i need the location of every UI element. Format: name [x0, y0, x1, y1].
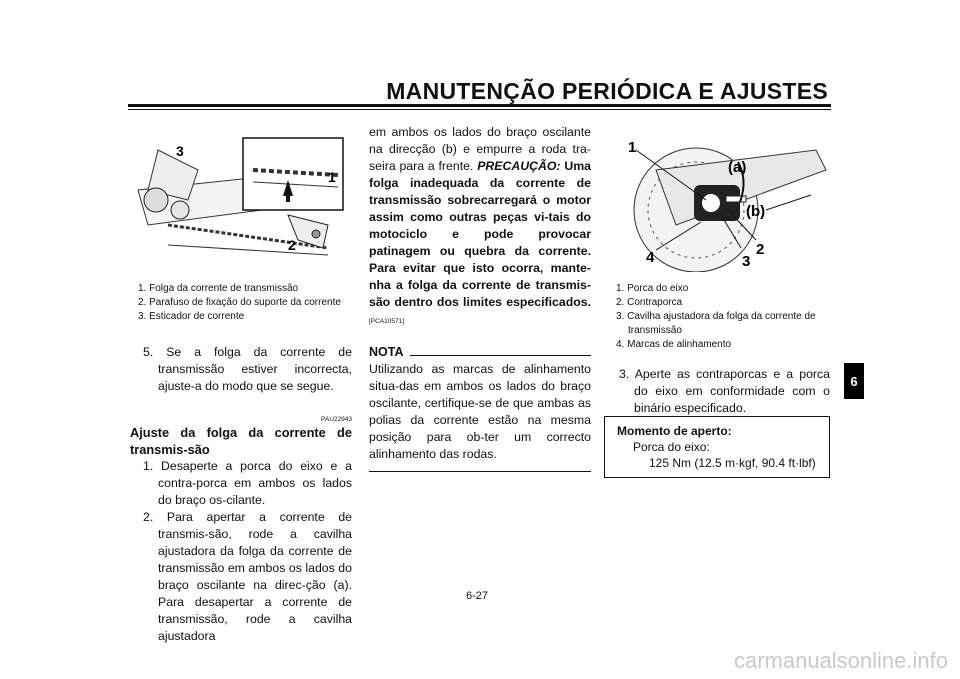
figure-left-captions	[138, 282, 353, 324]
nota-rule	[410, 355, 592, 356]
column-3	[606, 366, 830, 417]
page-number: 6-27	[466, 590, 489, 602]
caution-paragraph	[369, 124, 591, 330]
page-title: MANUTENÇÃO PERIÓDICA E AJUSTES	[386, 78, 828, 104]
callout-3: 3	[176, 143, 184, 159]
torque-title: Momento de aperto:	[617, 424, 732, 438]
step-2: 2. Para apertar a corrente de transmis-são, rode a cavilha ajustadora da folga da corrente de transmissão em ambos os lados do braço oscilante na direc-ção (a). Para desapertar a corrente de transmissão, rode a cavilha ajustadora	[143, 510, 352, 643]
callout-3: 3	[742, 253, 751, 270]
caption-item: 2. Contraporca	[616, 297, 683, 308]
callout-1: 1	[328, 169, 336, 185]
callout-1: 1	[628, 139, 637, 156]
callout-b: (b)	[746, 203, 766, 220]
caption-item: 1. Folga da corrente de transmissão	[138, 283, 299, 294]
title-rule-thin	[128, 109, 831, 110]
column-1	[130, 344, 352, 645]
callout-4: 4	[646, 249, 655, 266]
column-2	[369, 124, 591, 472]
chapter-tab: 6	[844, 363, 864, 399]
axle-adjuster-illustration	[616, 130, 838, 272]
caption-item: 4. Marcas de alinhamento	[616, 339, 732, 350]
chain-slack-illustration	[128, 130, 350, 272]
caption-item: 3. Cavilha ajustadora da folga da corrente de transmissão	[616, 311, 816, 336]
step-3: 3. Aperte as contraporcas e a porca do eixo em conformidade com o binário especificado.	[619, 367, 830, 415]
caution-text: Uma folga inadequada da corrente de transmissão sobrecarregará o motor assim como outras peças vi-tais do motociclo e pode provocar patinagem ou quebra da corrente. Para evitar que isto ocorra, mante-nha a folga da corrente de transmis-são dentro dos limites especificados.	[369, 159, 592, 309]
caption-item: 3. Esticador de corrente	[138, 311, 245, 322]
caution-code: [PCA10571]	[369, 318, 405, 325]
reference-code: PAU22943	[321, 416, 352, 423]
caption-item: 2. Parafuso de fixação do suporte da corrente	[138, 297, 341, 308]
callout-2: 2	[288, 237, 296, 253]
callout-2: 2	[756, 241, 765, 258]
torque-box	[604, 416, 830, 478]
watermark: carmanualsonline.info	[733, 648, 948, 673]
figure-right-captions	[616, 282, 831, 352]
step-5: 5. Se a folga da corrente de transmissão estiver incorrecta, ajuste-a do modo que se segue.	[143, 345, 352, 393]
section-title: Ajuste da folga da corrente de transmis-são	[130, 425, 352, 457]
callout-a: (a)	[728, 159, 747, 176]
torque-item: Porca do eixo:	[633, 440, 710, 454]
nota-heading	[369, 344, 591, 361]
caption-item: 1. Porca do eixo	[616, 283, 689, 294]
torque-value: 125 Nm (12.5 m·kgf, 90.4 ft·lbf)	[649, 456, 816, 470]
title-rule	[128, 104, 831, 107]
caution-label: PRECAUÇÃO:	[477, 159, 561, 173]
nota-text: Utilizando as marcas de alinhamento situa-das em ambos os lados do braço oscilante, certifique-se de que ambas as polias da corrente estão na mesma posição para ob-ter um correcto alinhamento das rodas.	[369, 361, 591, 472]
nota-label: NOTA	[369, 345, 404, 359]
intro-text: em ambos os lados do braço oscilante na direcção (b) e empurre a roda tra-seira para a frente.	[369, 125, 591, 173]
step-1: 1. Desaperte a porca do eixo e a contra-porca em ambos os lados do braço os-cilante.	[143, 459, 352, 507]
